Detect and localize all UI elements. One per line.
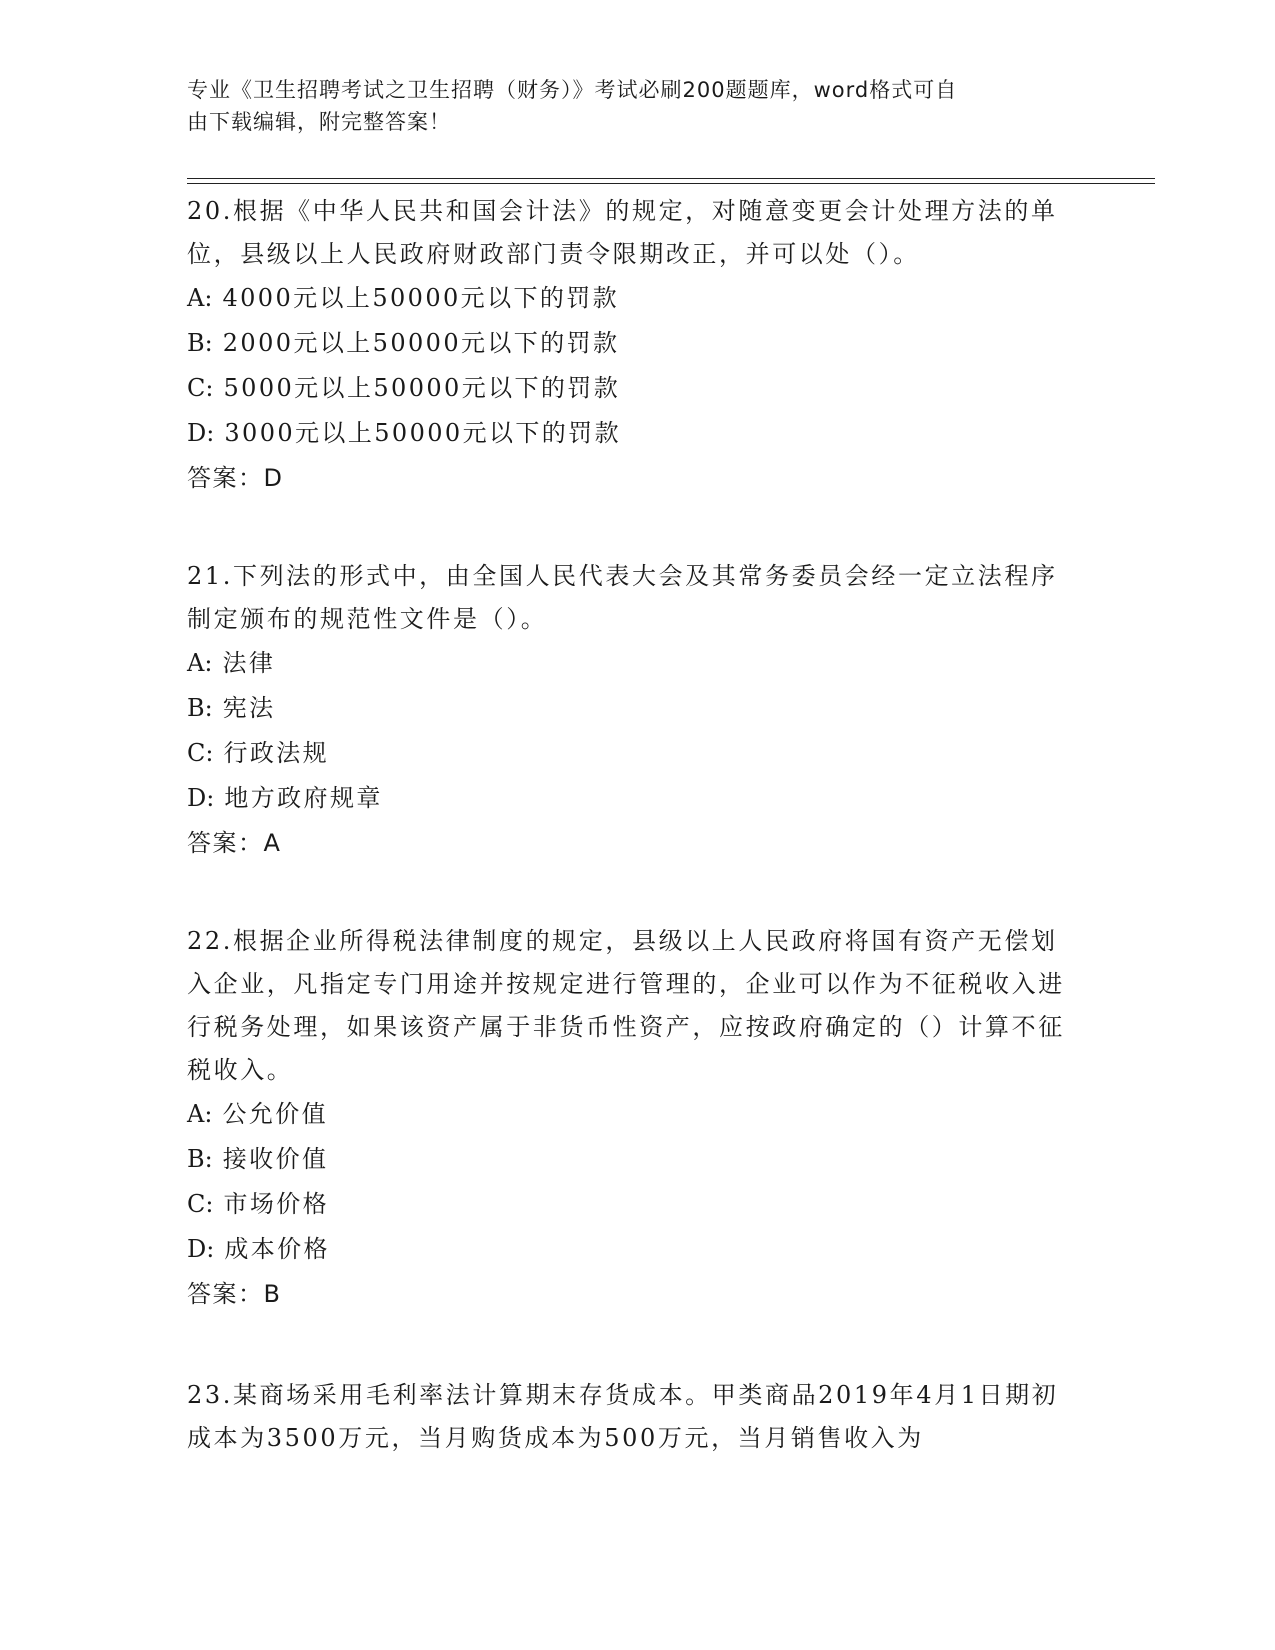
option-text: 4000元以上50000元以下的罚款 (222, 284, 620, 312)
question-stem: 23.某商场采用毛利率法计算期末存货成本。甲类商品2019年4月1日期初成本为3500万元，当月购货成本为500万元，当月销售收入为 (187, 1381, 1059, 1452)
question-stem: 22.根据企业所得税法律制度的规定，县级以上人民政府将国有资产无偿划入企业，凡指定专门用途并按规定进行管理的，企业可以作为不征税收入进行税务处理，如果该资产属于非货币性资产，应按政府确定的（）计算不征税收入。 (187, 927, 1065, 1084)
question-21 (187, 555, 1067, 866)
option-text: 接收价值 (222, 1145, 329, 1173)
option-text: 法律 (222, 649, 276, 677)
header-divider-top (187, 178, 1155, 179)
header-divider-bottom (187, 183, 1155, 184)
option-text: 公允价值 (222, 1100, 329, 1128)
option-b (187, 686, 1067, 731)
option-a (187, 641, 1067, 686)
option-text: 行政法规 (223, 739, 330, 767)
question-stem: 20.根据《中华人民共和国会计法》的规定，对随意变更会计处理方法的单位，县级以上人民政府财政部门责令限期改正，并可以处（）。 (187, 197, 1058, 268)
question-22 (187, 920, 1067, 1317)
option-a (187, 276, 1067, 321)
option-d (187, 411, 1067, 456)
option-b (187, 321, 1067, 366)
option-text: 市场价格 (223, 1190, 330, 1218)
option-text: 2000元以上50000元以下的罚款 (222, 329, 620, 357)
header-title-line1: 专业《卫生招聘考试之卫生招聘（财务）》考试必刷200题题库，word格式可自 (187, 78, 958, 102)
option-letter: C: (187, 1190, 214, 1218)
option-letter: B: (187, 329, 213, 357)
option-text: 5000元以上50000元以下的罚款 (223, 374, 621, 402)
option-letter: A: (187, 649, 213, 677)
option-text: 地方政府规章 (224, 784, 383, 812)
option-letter: A: (187, 1100, 213, 1128)
answer-line: 答案：B (187, 1280, 282, 1308)
document-header (187, 74, 1067, 138)
option-d (187, 776, 1067, 821)
header-title-line2: 由下载编辑，附完整答案！ (187, 110, 451, 134)
option-letter: A: (187, 284, 213, 312)
option-a (187, 1092, 1067, 1137)
option-letter: B: (187, 694, 213, 722)
answer-line: 答案：A (187, 829, 282, 857)
option-text: 3000元以上50000元以下的罚款 (224, 419, 621, 447)
option-letter: D: (187, 1235, 215, 1263)
option-b (187, 1137, 1067, 1182)
option-d (187, 1227, 1067, 1272)
option-letter: B: (187, 1145, 213, 1173)
option-text: 成本价格 (224, 1235, 330, 1263)
option-text: 宪法 (222, 694, 276, 722)
question-20 (187, 190, 1067, 501)
option-c (187, 1182, 1067, 1227)
option-letter: C: (187, 739, 214, 767)
option-letter: D: (187, 419, 215, 447)
option-letter: C: (187, 374, 214, 402)
question-stem: 21.下列法的形式中，由全国人民代表大会及其常务委员会经一定立法程序制定颁布的规范性文件是（）。 (187, 562, 1058, 633)
option-c (187, 366, 1067, 411)
option-letter: D: (187, 784, 215, 812)
option-c (187, 731, 1067, 776)
answer-line: 答案：D (187, 464, 284, 492)
question-23 (187, 1374, 1067, 1460)
